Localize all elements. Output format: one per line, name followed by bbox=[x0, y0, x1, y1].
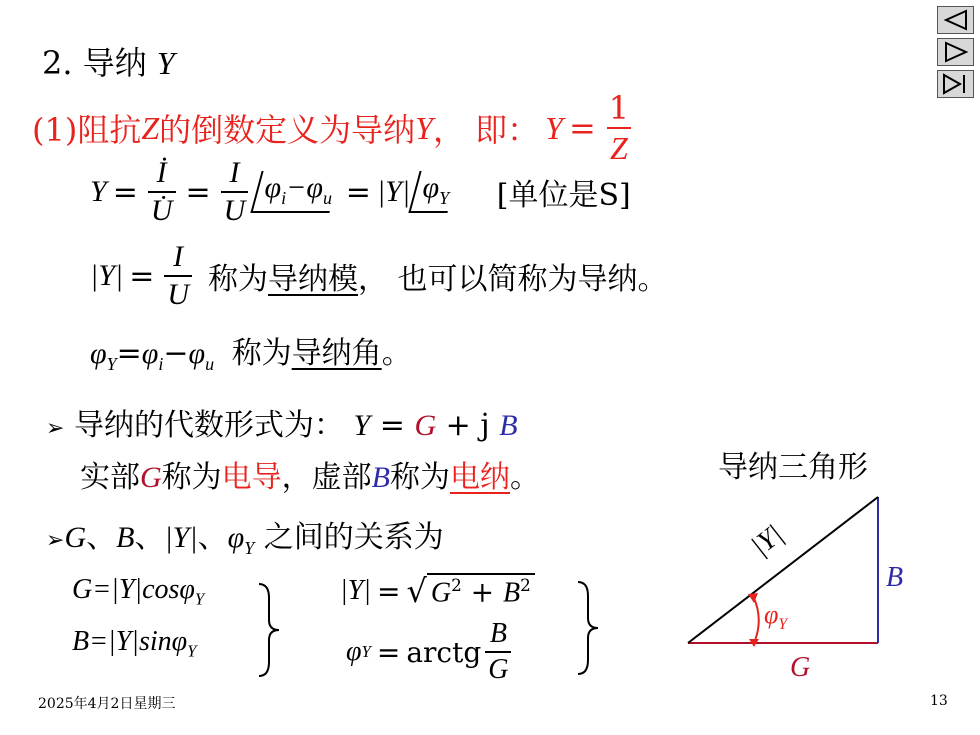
triangle-hyp-label: |Y| bbox=[745, 518, 789, 563]
eq-sup1: 2 bbox=[451, 574, 462, 595]
sqrt-icon: √ bbox=[406, 572, 427, 610]
eq-inner: G bbox=[430, 577, 452, 609]
ang-term: 导纳角 bbox=[291, 336, 382, 371]
skip-end-icon bbox=[938, 71, 973, 97]
section-title bbox=[42, 38, 175, 84]
definition-line bbox=[32, 89, 636, 166]
rel-absy: |Y| bbox=[164, 521, 198, 554]
ang-eq: = bbox=[116, 336, 142, 371]
alg-l2c: 电导 bbox=[221, 460, 282, 495]
f1-eq2: = bbox=[185, 174, 211, 210]
ang-phi-u: φ bbox=[188, 337, 206, 370]
eq-num: B bbox=[489, 618, 507, 649]
eq-g1: G=|Y|cos bbox=[72, 574, 180, 605]
eq-b1phi: φ bbox=[171, 626, 188, 657]
section-symbol: Y bbox=[156, 45, 175, 81]
ang-sub: Y bbox=[106, 354, 117, 374]
eq-modulus bbox=[340, 572, 535, 610]
eq-sup2: 2 bbox=[520, 574, 531, 595]
angle-line bbox=[90, 328, 412, 375]
right-triangle-icon bbox=[938, 39, 973, 65]
def-y: Y bbox=[415, 109, 433, 146]
bullet-arrow-icon-2: ➢ bbox=[46, 528, 65, 553]
eq-b1: B=|Y|sin bbox=[72, 626, 172, 657]
f1-fraction-mag bbox=[221, 158, 249, 226]
alg-l2f: 称为 bbox=[390, 460, 450, 495]
def-den: Z bbox=[607, 127, 631, 164]
f1-den: U̇ bbox=[148, 191, 176, 226]
ang-t2: 。 bbox=[381, 336, 412, 371]
admittance-formula bbox=[90, 158, 631, 226]
ang-sub-u: u bbox=[205, 354, 215, 374]
mod-lhs: |Y| bbox=[90, 259, 124, 292]
def-lhs: Y bbox=[545, 109, 563, 146]
f1-fraction-phasor bbox=[148, 158, 176, 226]
bullet-arrow-icon: ➢ bbox=[46, 416, 65, 441]
rel-sub: Y bbox=[244, 538, 255, 558]
prev-slide-button[interactable] bbox=[937, 6, 974, 34]
brace-left-group bbox=[255, 580, 285, 680]
mod-t2: ， 也可以简称为导纳。 bbox=[358, 262, 668, 297]
arc-arrow-top-icon bbox=[748, 593, 758, 603]
f2-den: U bbox=[221, 191, 249, 226]
f1-subY: Y bbox=[439, 188, 450, 208]
def-prefix: (1)阻抗 bbox=[32, 111, 142, 149]
def-sep: ， 即： bbox=[432, 111, 540, 149]
mod-den: U bbox=[164, 275, 192, 310]
f2-num: I bbox=[229, 156, 240, 189]
alg-l2e: B bbox=[371, 461, 390, 494]
def-eq: = bbox=[568, 109, 596, 147]
section-number: 2. bbox=[42, 44, 73, 82]
def-num: 1 bbox=[608, 89, 630, 127]
rel-b: B bbox=[116, 521, 135, 554]
ang-phi-i: φ bbox=[141, 337, 159, 370]
sqrt-body bbox=[427, 573, 535, 609]
alg-g: G bbox=[414, 409, 437, 442]
f1-angle-y bbox=[408, 171, 458, 213]
eq-eq2: = bbox=[376, 635, 401, 669]
alg-l2g2: 电纳 bbox=[450, 460, 510, 495]
eq-g1sub: Y bbox=[194, 589, 205, 609]
eq-absy: |Y| bbox=[340, 575, 371, 606]
ang-t1: 称为 bbox=[231, 336, 292, 371]
eq-arctg-fraction bbox=[485, 620, 511, 684]
rel-sep3: 、 bbox=[197, 520, 228, 555]
mod-num: I bbox=[173, 240, 184, 273]
eq-den: G bbox=[485, 651, 511, 684]
f1-phi-i: φ bbox=[264, 171, 282, 204]
footer-date: 2025年4月2日星期三 bbox=[38, 696, 176, 712]
eq-b bbox=[72, 626, 196, 662]
modulus-line bbox=[90, 242, 668, 310]
mod-t1: 称为 bbox=[208, 262, 268, 297]
def-fraction bbox=[606, 89, 632, 166]
alg-l2h: 。 bbox=[510, 460, 540, 495]
brace-right-group bbox=[574, 578, 604, 678]
left-triangle-icon bbox=[938, 7, 973, 33]
eq-plus: + bbox=[470, 575, 495, 609]
rel-g: G bbox=[64, 521, 87, 554]
section-title-text: 导纳 bbox=[82, 44, 147, 82]
last-slide-button[interactable] bbox=[937, 70, 974, 98]
f1-absy: |Y| bbox=[376, 175, 411, 208]
conductance-line bbox=[80, 452, 540, 496]
alg-t1: 导纳的代数形式为： bbox=[73, 408, 344, 443]
eq-eq: = bbox=[376, 574, 401, 608]
f1-eq1: = bbox=[112, 174, 138, 210]
f1-angle bbox=[251, 171, 342, 213]
eq-g1phi: φ bbox=[179, 574, 195, 605]
eq-arctg bbox=[346, 620, 515, 684]
next-slide-button[interactable] bbox=[937, 38, 974, 66]
eq-sub: Y bbox=[361, 642, 371, 661]
f1-minus: − bbox=[286, 171, 307, 204]
alg-eq: = bbox=[379, 408, 405, 443]
triangle-angle-sub: Y bbox=[778, 616, 788, 634]
eq-phi: φ bbox=[346, 636, 362, 667]
alg-l2b: 称为 bbox=[161, 460, 222, 495]
alg-plus: + bbox=[445, 408, 471, 443]
f1-lhs: Y bbox=[90, 175, 107, 208]
page-number: 13 bbox=[930, 693, 948, 709]
triangle-title: 导纳三角形 bbox=[718, 450, 868, 485]
f1-eq3: = bbox=[345, 174, 371, 210]
f1-unit: [单位是S] bbox=[496, 178, 631, 213]
alg-b: B bbox=[499, 409, 518, 442]
relation-line bbox=[46, 512, 444, 559]
ang-minus: − bbox=[163, 336, 189, 371]
angle-arc bbox=[753, 596, 759, 643]
eq-arctg-text: arctg bbox=[406, 635, 482, 669]
triangle-b-label: B bbox=[886, 562, 904, 593]
triangle-angle-label bbox=[764, 600, 787, 634]
f1-phi-u: φ bbox=[306, 171, 324, 204]
def-z: Z bbox=[141, 109, 160, 146]
rel-phi: φ bbox=[227, 521, 245, 554]
f1-sub-u: u bbox=[323, 188, 333, 208]
mod-term: 导纳模 bbox=[268, 262, 358, 297]
mod-eq: = bbox=[129, 258, 155, 294]
alg-y: Y bbox=[353, 409, 371, 442]
rel-sep1: 、 bbox=[86, 520, 117, 555]
triangle-angle-phi: φ bbox=[764, 600, 779, 629]
def-mid: 的倒数定义为导纳 bbox=[159, 111, 416, 149]
alg-l2a: 实部 bbox=[80, 460, 140, 495]
f1-sub-i: i bbox=[281, 188, 287, 208]
rel-sep2: 、 bbox=[134, 520, 165, 555]
alg-l2d: ，虚部 bbox=[281, 460, 372, 495]
mod-fraction bbox=[164, 242, 192, 310]
eq-inner2: B bbox=[503, 577, 521, 609]
eq-b1sub: Y bbox=[187, 641, 197, 661]
alg-l2g: G bbox=[140, 461, 162, 494]
rel-tail: 之间的关系为 bbox=[263, 520, 444, 555]
ang-sub-i: i bbox=[158, 354, 164, 374]
algebraic-line bbox=[46, 400, 518, 444]
eq-g bbox=[72, 574, 204, 610]
alg-j: j bbox=[480, 408, 490, 443]
triangle-g-label: G bbox=[790, 652, 811, 683]
f1-num: İ bbox=[156, 156, 167, 189]
f1-phiY: φ bbox=[422, 171, 440, 204]
ang-phi: φ bbox=[90, 337, 107, 370]
